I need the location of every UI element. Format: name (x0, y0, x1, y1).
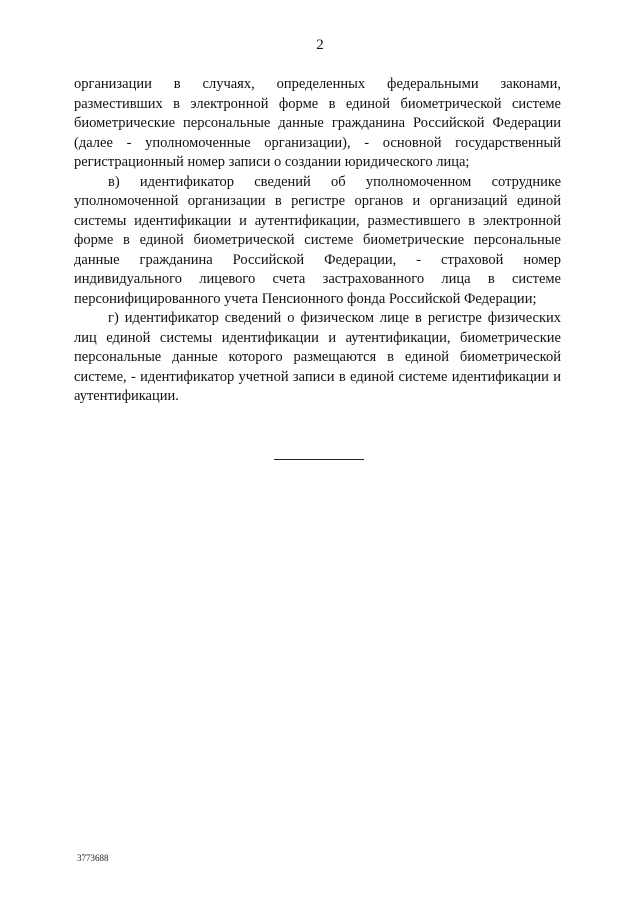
document-code: 3773688 (77, 853, 109, 863)
document-body (74, 75, 561, 407)
paragraph-item-v: в) идентификатор сведений об уполномоченном сотруднике уполномоченной организации в регистре органов и организаций единой системы идентификации и аутентификации, разместившего в электронной форме в единой биометрической системе биометрические персональные данные гражданина Российской Федерации, - страховой номер индивидуального лицевого счета застрахованного лица в системе персонифицированного учета Пенсионного фонда Российской Федерации; (74, 173, 561, 307)
paragraph-continuation: организации в случаях, определенных федеральными законами, разместивших в электронной форме в единой биометрической системе биометрические персональные данные гражданина Российской Федерации (далее - уполномоченные организации), - основной государственный регистрационный номер записи о создании юридического лица; (74, 76, 561, 170)
page-number: 2 (316, 37, 324, 53)
end-separator-line (274, 459, 364, 460)
paragraph-item-g: г) идентификатор сведений о физическом лице в регистре физических лиц единой системы идентификации и аутентификации, биометрические персональные данные которого размещаются в единой биометрической системе, - идентификатор учетной записи в единой системе идентификации и аутентификации. (74, 310, 561, 404)
